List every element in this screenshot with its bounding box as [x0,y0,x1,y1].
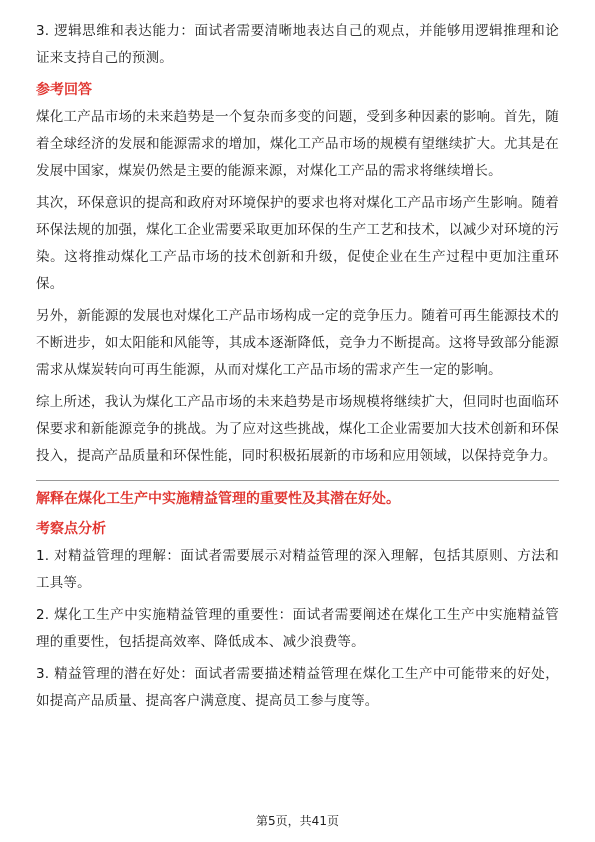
section-divider [36,480,559,481]
analysis-item-1: 1. 对精益管理的理解：面试者需要展示对精益管理的深入理解，包括其原则、方法和工具等。 [36,548,559,591]
analysis-title: 考察点分析 [36,521,106,537]
analysis-item-2: 2. 煤化工生产中实施精益管理的重要性：面试者需要阐述在煤化工生产中实施精益管理的重要性，包括提高效率、降低成本、减少浪费等。 [36,607,559,650]
page-content [36,18,559,715]
page-number: 第5页，共41页 [256,814,339,828]
analysis-item-3: 3. 精益管理的潜在好处：面试者需要描述精益管理在煤化工生产中可能带来的好处，如提高产品质量、提高客户满意度、提高员工参与度等。 [36,666,559,709]
answer-paragraph-1: 煤化工产品市场的未来趋势是一个复杂而多变的问题，受到多种因素的影响。首先，随着全球经济的发展和能源需求的增加，煤化工产品市场的规模有望继续扩大。尤其是在发展中国家，煤炭仍然是主要的能源来源，对煤化工产品的需求将继续增长。 [36,109,559,179]
criteria-item-3: 3. 逻辑思维和表达能力：面试者需要清晰地表达自己的观点，并能够用逻辑推理和论证来支持自己的预测。 [36,23,559,66]
question-title: 解释在煤化工生产中实施精益管理的重要性及其潜在好处。 [36,491,400,507]
answer-paragraph-4: 综上所述，我认为煤化工产品市场的未来趋势是市场规模将继续扩大，但同时也面临环保要求和新能源竞争的挑战。为了应对这些挑战，煤化工企业需要加大技术创新和环保投入，提高产品质量和环保性能，同时积极拓展新的市场和应用领域，以保持竞争力。 [36,394,559,464]
answer-title: 参考回答 [36,82,92,98]
answer-paragraph-3: 另外，新能源的发展也对煤化工产品市场构成一定的竞争压力。随着可再生能源技术的不断进步，如太阳能和风能等，其成本逐渐降低，竞争力不断提高。这将导致部分能源需求从煤炭转向可再生能源，从而对煤化工产品市场的需求产生一定的影响。 [36,308,559,378]
answer-paragraph-2: 其次，环保意识的提高和政府对环境保护的要求也将对煤化工产品市场产生影响。随着环保法规的加强，煤化工企业需要采取更加环保的生产工艺和技术，以减少对环境的污染。这将推动煤化工产品市场的技术创新和升级，促使企业在生产过程中更加注重环保。 [36,195,559,292]
